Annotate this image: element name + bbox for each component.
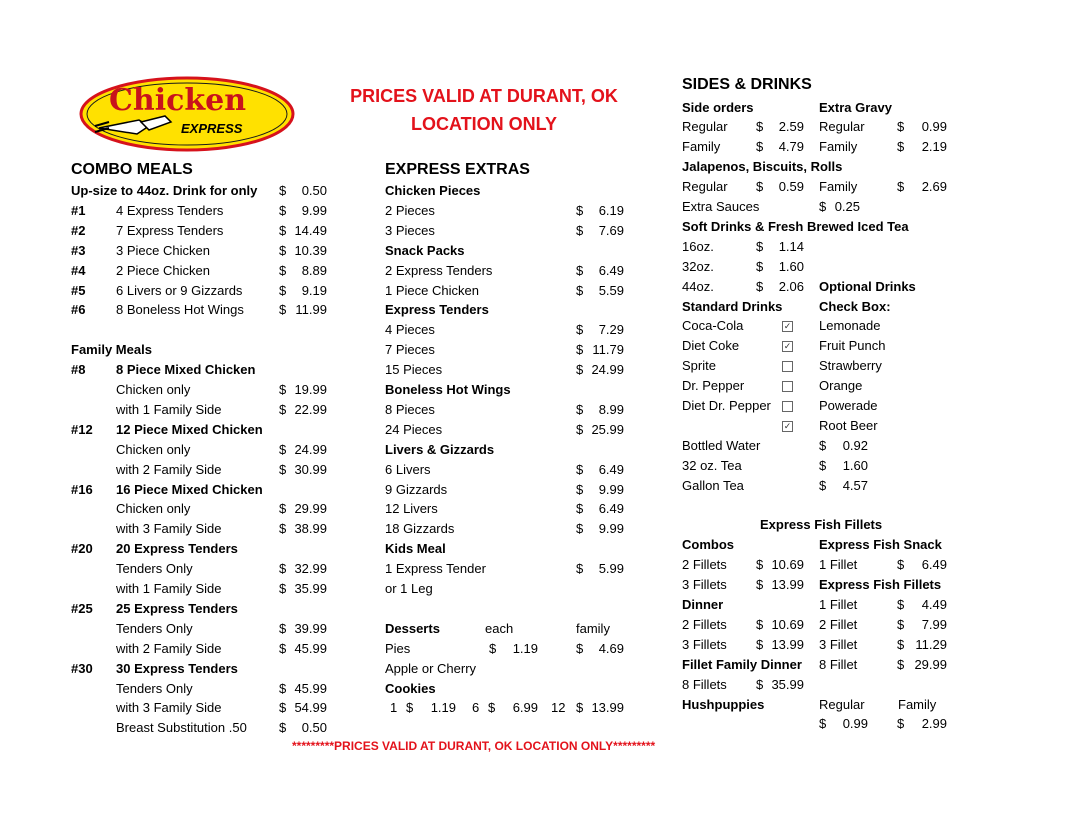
extras-item: 7 Pieces bbox=[385, 342, 435, 358]
dessert-each-dollar: $ bbox=[489, 640, 497, 656]
extra-sauces-price: 0.25 bbox=[834, 199, 860, 214]
check-box-title: Check Box: bbox=[819, 298, 891, 314]
extras-group-title: Snack Packs bbox=[385, 242, 465, 258]
extras-price: 7.29 bbox=[598, 322, 624, 338]
family-meal-number: #12 bbox=[71, 421, 93, 437]
family-meal-dollar: $ bbox=[279, 441, 287, 457]
combo-dollar: $ bbox=[279, 302, 287, 318]
optional-drink-name: Root Beer bbox=[819, 417, 878, 433]
other-drink-label: 32 oz. Tea bbox=[682, 457, 742, 473]
side-order-size: Family bbox=[682, 139, 721, 155]
family-meal-title: 12 Piece Mixed Chicken bbox=[116, 421, 263, 437]
extras-group-title: Chicken Pieces bbox=[385, 183, 481, 198]
sides-drinks-heading: SIDES & DRINKS bbox=[682, 76, 812, 93]
hushpuppies-family-dollar: $ bbox=[897, 716, 905, 732]
fish-fillet-dollar: $ bbox=[897, 636, 905, 652]
family-meal-title: 8 Piece Mixed Chicken bbox=[116, 362, 256, 378]
cookie-dollar: $ bbox=[488, 700, 496, 716]
drink-checkbox[interactable]: ✓ bbox=[783, 321, 792, 332]
hushpuppies-family-label: Family bbox=[898, 696, 937, 712]
extras-item: 2 Express Tenders bbox=[385, 262, 493, 278]
side-order-price: 4.79 bbox=[778, 139, 804, 155]
upsize-dollar: $ bbox=[279, 183, 287, 198]
family-meal-price: 32.99 bbox=[294, 561, 327, 577]
fish-dinner-price: 10.69 bbox=[771, 616, 804, 632]
fish-combos-title: Combos bbox=[682, 537, 734, 553]
combo-price: 9.19 bbox=[301, 282, 327, 298]
fish-snack-label: 1 Fillet bbox=[819, 557, 858, 573]
fish-dinner-label: 3 Fillets bbox=[682, 636, 727, 652]
standard-drink-name: Sprite bbox=[682, 358, 716, 374]
extras-item: or 1 Leg bbox=[385, 581, 433, 596]
standard-drink-name: Diet Dr. Pepper bbox=[682, 398, 771, 413]
combo-description: 8 Boneless Hot Wings bbox=[116, 302, 244, 318]
dessert-family-dollar: $ bbox=[576, 640, 584, 656]
combo-dollar: $ bbox=[279, 262, 287, 278]
family-meal-dollar: $ bbox=[279, 700, 287, 716]
fish-fillet-price: 11.29 bbox=[915, 636, 947, 652]
extras-item: 1 Piece Chicken bbox=[385, 282, 479, 298]
fish-combo-label: 3 Fillets bbox=[682, 577, 727, 593]
fish-snack-title: Express Fish Snack bbox=[819, 537, 942, 553]
gravy-size: Family bbox=[819, 139, 858, 155]
cookie-qty: 1 bbox=[390, 700, 398, 716]
soft-drink-size: 16oz. bbox=[682, 238, 714, 254]
extras-item: 4 Pieces bbox=[385, 322, 435, 338]
family-meal-option: Breast Substitution .50 bbox=[116, 720, 247, 736]
fish-fillet-label: 3 Fillet bbox=[819, 636, 858, 652]
standard-drink-name: Dr. Pepper bbox=[682, 378, 745, 394]
other-drink-price: 4.57 bbox=[842, 477, 868, 493]
family-meal-option: with 1 Family Side bbox=[116, 581, 222, 596]
side-orders-title: Side orders bbox=[682, 99, 754, 115]
extras-group-title: Livers & Gizzards bbox=[385, 441, 495, 457]
footer-notice: *********PRICES VALID AT DURANT, OK LOCATION ONLY********* bbox=[292, 739, 656, 753]
family-meal-price: 45.99 bbox=[294, 640, 327, 656]
combo-price: 14.49 bbox=[294, 222, 327, 238]
fillet-family-dinner-price: 35.99 bbox=[771, 676, 804, 692]
family-meal-option: Tenders Only bbox=[116, 561, 193, 577]
extras-dollar: $ bbox=[576, 222, 584, 238]
family-meal-option: with 2 Family Side bbox=[116, 461, 222, 477]
fillet-family-dinner-label: 8 Fillets bbox=[682, 676, 727, 692]
fish-snack-dollar: $ bbox=[897, 557, 905, 573]
combo-number: #2 bbox=[71, 222, 86, 238]
family-meal-option: Tenders Only bbox=[116, 620, 193, 636]
upsize-price: 0.50 bbox=[301, 183, 327, 198]
logo-express-text: EXPRESS bbox=[181, 121, 243, 136]
family-meal-price: 24.99 bbox=[294, 441, 327, 457]
combo-number: #6 bbox=[71, 302, 86, 318]
optional-drink-name: Powerade bbox=[819, 398, 878, 413]
family-meal-dollar: $ bbox=[279, 561, 287, 577]
family-meal-dollar: $ bbox=[279, 461, 287, 477]
optional-drink-name: Fruit Punch bbox=[819, 338, 886, 354]
soft-drink-price: 2.06 bbox=[778, 278, 804, 294]
combo-number: #3 bbox=[71, 242, 86, 258]
fish-fillet-price: 7.99 bbox=[921, 616, 947, 632]
soft-drink-price: 1.60 bbox=[778, 258, 804, 274]
fish-fillet-label: 8 Fillet bbox=[819, 656, 858, 672]
drink-checkbox[interactable]: ✓ bbox=[783, 341, 792, 352]
drink-checkbox[interactable] bbox=[782, 381, 793, 392]
combo-description: 2 Piece Chicken bbox=[116, 262, 210, 278]
drink-checkbox[interactable] bbox=[782, 361, 793, 372]
extras-dollar: $ bbox=[576, 421, 584, 437]
cookie-price: 13.99 bbox=[591, 700, 624, 716]
extra-sauces-dollar: $ bbox=[819, 199, 827, 214]
family-meal-number: #30 bbox=[71, 660, 93, 676]
extras-item: 8 Pieces bbox=[385, 401, 435, 417]
other-drink-dollar: $ bbox=[819, 477, 827, 493]
extras-dollar: $ bbox=[576, 401, 584, 417]
family-meal-dollar: $ bbox=[279, 640, 287, 656]
soft-drink-dollar: $ bbox=[756, 278, 764, 294]
jalapenos-regular-label: Regular bbox=[682, 179, 728, 195]
combo-dollar: $ bbox=[279, 222, 287, 238]
gravy-price: 2.19 bbox=[921, 139, 947, 155]
fish-combo-price: 10.69 bbox=[771, 557, 804, 573]
notice-line-1: PRICES VALID AT DURANT, OK bbox=[350, 86, 618, 106]
other-drink-dollar: $ bbox=[819, 457, 827, 473]
extras-group-title: Boneless Hot Wings bbox=[385, 382, 511, 397]
standard-drink-name: Diet Coke bbox=[682, 338, 740, 354]
combo-price: 11.99 bbox=[295, 302, 327, 318]
side-order-dollar: $ bbox=[756, 139, 764, 155]
extras-dollar: $ bbox=[576, 521, 584, 537]
cookie-qty: 12 bbox=[551, 700, 566, 716]
combo-description: 3 Piece Chicken bbox=[116, 242, 210, 258]
family-meal-title: 25 Express Tenders bbox=[116, 600, 238, 616]
combo-description: 7 Express Tenders bbox=[116, 222, 224, 238]
extras-price: 5.59 bbox=[598, 282, 624, 298]
family-meal-dollar: $ bbox=[279, 620, 287, 636]
dessert-item: Pies bbox=[385, 640, 411, 656]
extras-item: 24 Pieces bbox=[385, 421, 443, 437]
family-meal-number: #8 bbox=[71, 362, 86, 378]
dessert-flavors: Apple or Cherry bbox=[385, 660, 477, 676]
extras-item: 1 Express Tender bbox=[385, 561, 486, 577]
combo-price: 9.99 bbox=[301, 202, 327, 218]
extras-price: 9.99 bbox=[598, 521, 624, 537]
optional-drink-name: Orange bbox=[819, 378, 863, 394]
combo-number: #4 bbox=[71, 262, 86, 278]
soft-drink-dollar: $ bbox=[756, 258, 764, 274]
family-meal-price: 0.50 bbox=[301, 720, 327, 736]
extras-dollar: $ bbox=[576, 461, 584, 477]
other-drink-price: 1.60 bbox=[842, 457, 868, 473]
cookie-dollar: $ bbox=[406, 700, 414, 716]
extras-item: 3 Pieces bbox=[385, 222, 435, 238]
gravy-size: Regular bbox=[819, 119, 865, 135]
combo-number: #5 bbox=[71, 282, 86, 298]
extras-dollar: $ bbox=[576, 481, 584, 497]
fish-dinner-dollar: $ bbox=[756, 616, 764, 632]
hushpuppies-title: Hushpuppies bbox=[682, 696, 765, 712]
family-meal-option: with 3 Family Side bbox=[116, 700, 222, 716]
fish-fillets-title: Express Fish Fillets bbox=[819, 577, 942, 593]
extras-group-title: Express Tenders bbox=[385, 302, 489, 318]
optional-drink-name: Lemonade bbox=[819, 318, 881, 334]
side-order-price: 2.59 bbox=[778, 119, 804, 135]
soft-drinks-title: Soft Drinks & Fresh Brewed Iced Tea bbox=[682, 218, 909, 234]
extras-item: 18 Gizzards bbox=[385, 521, 455, 537]
other-drink-label: Gallon Tea bbox=[682, 477, 744, 493]
soft-drink-size: 32oz. bbox=[682, 258, 714, 274]
hushpuppies-regular-label: Regular bbox=[819, 696, 865, 712]
cookie-qty: 6 bbox=[472, 700, 480, 716]
fish-fillet-label: 1 Fillet bbox=[819, 597, 858, 612]
fish-fillet-dollar: $ bbox=[897, 597, 905, 612]
fish-fillets-heading: Express Fish Fillets bbox=[760, 517, 883, 533]
jalapenos-family-price: 2.69 bbox=[921, 179, 947, 195]
family-meal-price: 38.99 bbox=[294, 521, 327, 537]
extras-item: 9 Gizzards bbox=[385, 481, 448, 497]
extras-item: 2 Pieces bbox=[385, 202, 435, 218]
jalapenos-title: Jalapenos, Biscuits, Rolls bbox=[682, 159, 843, 175]
family-meal-number: #25 bbox=[71, 600, 93, 616]
upsize-label: Up-size to 44oz. Drink for only bbox=[71, 183, 258, 198]
combo-description: 6 Livers or 9 Gizzards bbox=[116, 282, 243, 298]
extras-group-title: Kids Meal bbox=[385, 541, 446, 557]
family-meal-dollar: $ bbox=[279, 680, 287, 696]
family-meal-price: 35.99 bbox=[294, 581, 327, 596]
extras-item: 6 Livers bbox=[385, 461, 431, 477]
extras-dollar: $ bbox=[576, 561, 584, 577]
family-meal-option: Tenders Only bbox=[116, 680, 193, 696]
family-meal-option: with 2 Family Side bbox=[116, 640, 222, 656]
desserts-title: Desserts bbox=[385, 620, 440, 636]
soft-drink-size: 44oz. bbox=[682, 278, 714, 294]
extra-sauces-label: Extra Sauces bbox=[682, 199, 760, 214]
notice-line-2: LOCATION ONLY bbox=[410, 114, 557, 134]
standard-drinks-title: Standard Drinks bbox=[682, 298, 783, 314]
fish-combo-dollar: $ bbox=[756, 577, 764, 593]
other-drink-price: 0.92 bbox=[842, 437, 868, 453]
gravy-dollar: $ bbox=[897, 119, 905, 135]
combo-price: 10.39 bbox=[294, 242, 327, 258]
side-order-dollar: $ bbox=[756, 119, 764, 135]
family-meal-number: #20 bbox=[71, 541, 93, 557]
optional-drinks-title: Optional Drinks bbox=[819, 278, 916, 294]
fish-combo-label: 2 Fillets bbox=[682, 557, 727, 573]
family-meal-dollar: $ bbox=[279, 501, 287, 517]
fish-fillet-price: 4.49 bbox=[921, 597, 947, 612]
family-meal-option: Chicken only bbox=[116, 501, 191, 517]
fish-dinner-label: 2 Fillets bbox=[682, 616, 727, 632]
combo-meals-heading: COMBO MEALS bbox=[71, 161, 193, 178]
jalapenos-family-label: Family bbox=[819, 179, 858, 195]
extras-dollar: $ bbox=[576, 282, 584, 298]
extras-price: 8.99 bbox=[598, 401, 624, 417]
combo-price: 8.89 bbox=[301, 262, 327, 278]
extras-price: 5.99 bbox=[598, 561, 624, 577]
hushpuppies-family-price: 2.99 bbox=[921, 716, 947, 732]
extras-price: 25.99 bbox=[591, 421, 624, 437]
extra-gravy-title: Extra Gravy bbox=[819, 99, 892, 115]
family-meal-price: 30.99 bbox=[294, 461, 327, 477]
hushpuppies-regular-dollar: $ bbox=[819, 716, 827, 732]
family-meal-dollar: $ bbox=[279, 382, 287, 397]
extras-dollar: $ bbox=[576, 362, 584, 378]
logo-chicken-text: Chicken bbox=[109, 83, 247, 118]
jalapenos-regular-dollar: $ bbox=[756, 179, 764, 195]
extras-dollar: $ bbox=[576, 501, 584, 517]
jalapenos-family-dollar: $ bbox=[897, 179, 905, 195]
fish-combo-price: 13.99 bbox=[771, 577, 804, 593]
extras-price: 6.49 bbox=[598, 501, 624, 517]
extras-price: 11.79 bbox=[592, 342, 624, 358]
family-meal-title: 16 Piece Mixed Chicken bbox=[116, 481, 263, 497]
soft-drink-dollar: $ bbox=[756, 238, 764, 254]
fish-dinner-title: Dinner bbox=[682, 597, 724, 612]
fish-snack-price: 6.49 bbox=[921, 557, 947, 573]
family-meal-option: with 3 Family Side bbox=[116, 521, 222, 537]
combo-dollar: $ bbox=[279, 282, 287, 298]
extras-dollar: $ bbox=[576, 202, 584, 218]
fish-combo-dollar: $ bbox=[756, 557, 764, 573]
family-meal-option: Chicken only bbox=[116, 441, 191, 457]
family-meal-dollar: $ bbox=[279, 720, 287, 736]
combo-dollar: $ bbox=[279, 242, 287, 258]
combo-dollar: $ bbox=[279, 202, 287, 218]
family-meal-price: 54.99 bbox=[294, 700, 327, 716]
extras-price: 9.99 bbox=[598, 481, 624, 497]
extras-price: 6.49 bbox=[598, 262, 624, 278]
fish-fillet-dollar: $ bbox=[897, 656, 905, 672]
price-notice bbox=[340, 82, 628, 138]
side-order-size: Regular bbox=[682, 119, 728, 135]
extras-item: 15 Pieces bbox=[385, 362, 443, 378]
extras-price: 7.69 bbox=[598, 222, 624, 238]
combo-description: 4 Express Tenders bbox=[116, 202, 224, 218]
dessert-each-price: 1.19 bbox=[512, 640, 538, 656]
fish-dinner-dollar: $ bbox=[756, 636, 764, 652]
cookie-price: 6.99 bbox=[512, 700, 538, 716]
family-meal-number: #16 bbox=[71, 481, 93, 497]
family-meal-title: 30 Express Tenders bbox=[116, 660, 238, 676]
fish-dinner-price: 13.99 bbox=[771, 636, 804, 652]
extras-price: 24.99 bbox=[591, 362, 624, 378]
extras-dollar: $ bbox=[576, 262, 584, 278]
family-meal-title: 20 Express Tenders bbox=[116, 541, 238, 557]
hushpuppies-regular-price: 0.99 bbox=[842, 716, 868, 732]
extras-price: 6.19 bbox=[598, 202, 624, 218]
family-meal-price: 19.99 bbox=[294, 382, 327, 397]
extras-price: 6.49 bbox=[598, 461, 624, 477]
extras-dollar: $ bbox=[576, 342, 584, 358]
jalapenos-regular-price: 0.59 bbox=[778, 179, 804, 195]
fillet-family-dinner-title: Fillet Family Dinner bbox=[682, 656, 802, 672]
fish-fillet-price: 29.99 bbox=[914, 656, 947, 672]
cookies-title: Cookies bbox=[385, 680, 436, 696]
drink-checkbox[interactable]: ✓ bbox=[783, 420, 792, 431]
family-meals-heading: Family Meals bbox=[71, 342, 152, 358]
desserts-family-header: family bbox=[576, 620, 610, 636]
family-meal-price: 22.99 bbox=[294, 401, 327, 417]
dessert-family-price: 4.69 bbox=[598, 640, 624, 656]
other-drink-label: Bottled Water bbox=[682, 437, 761, 453]
fish-fillet-dollar: $ bbox=[897, 616, 905, 632]
other-drink-dollar: $ bbox=[819, 437, 827, 453]
fish-fillet-label: 2 Fillet bbox=[819, 616, 858, 632]
family-meal-dollar: $ bbox=[279, 521, 287, 537]
family-meal-dollar: $ bbox=[279, 581, 287, 596]
gravy-price: 0.99 bbox=[921, 119, 947, 135]
express-extras-heading: EXPRESS EXTRAS bbox=[385, 161, 530, 178]
family-meal-price: 45.99 bbox=[294, 680, 327, 696]
drink-checkbox[interactable] bbox=[782, 401, 793, 412]
cookie-price: 1.19 bbox=[430, 700, 456, 716]
family-meal-price: 39.99 bbox=[294, 620, 327, 636]
extras-item: 12 Livers bbox=[385, 501, 438, 517]
gravy-dollar: $ bbox=[897, 139, 905, 155]
standard-drink-name: Coca-Cola bbox=[682, 318, 744, 334]
chicken-express-logo bbox=[79, 76, 295, 152]
optional-drink-name: Strawberry bbox=[819, 358, 882, 374]
family-meal-dollar: $ bbox=[279, 401, 287, 417]
family-meal-option: with 1 Family Side bbox=[116, 401, 222, 417]
desserts-each-header: each bbox=[485, 620, 514, 636]
family-meal-price: 29.99 bbox=[294, 501, 327, 517]
fillet-family-dinner-dollar: $ bbox=[756, 676, 764, 692]
extras-dollar: $ bbox=[576, 322, 584, 338]
combo-number: #1 bbox=[71, 202, 86, 218]
family-meal-option: Chicken only bbox=[116, 382, 191, 397]
soft-drink-price: 1.14 bbox=[778, 238, 804, 254]
cookie-dollar: $ bbox=[576, 700, 584, 716]
